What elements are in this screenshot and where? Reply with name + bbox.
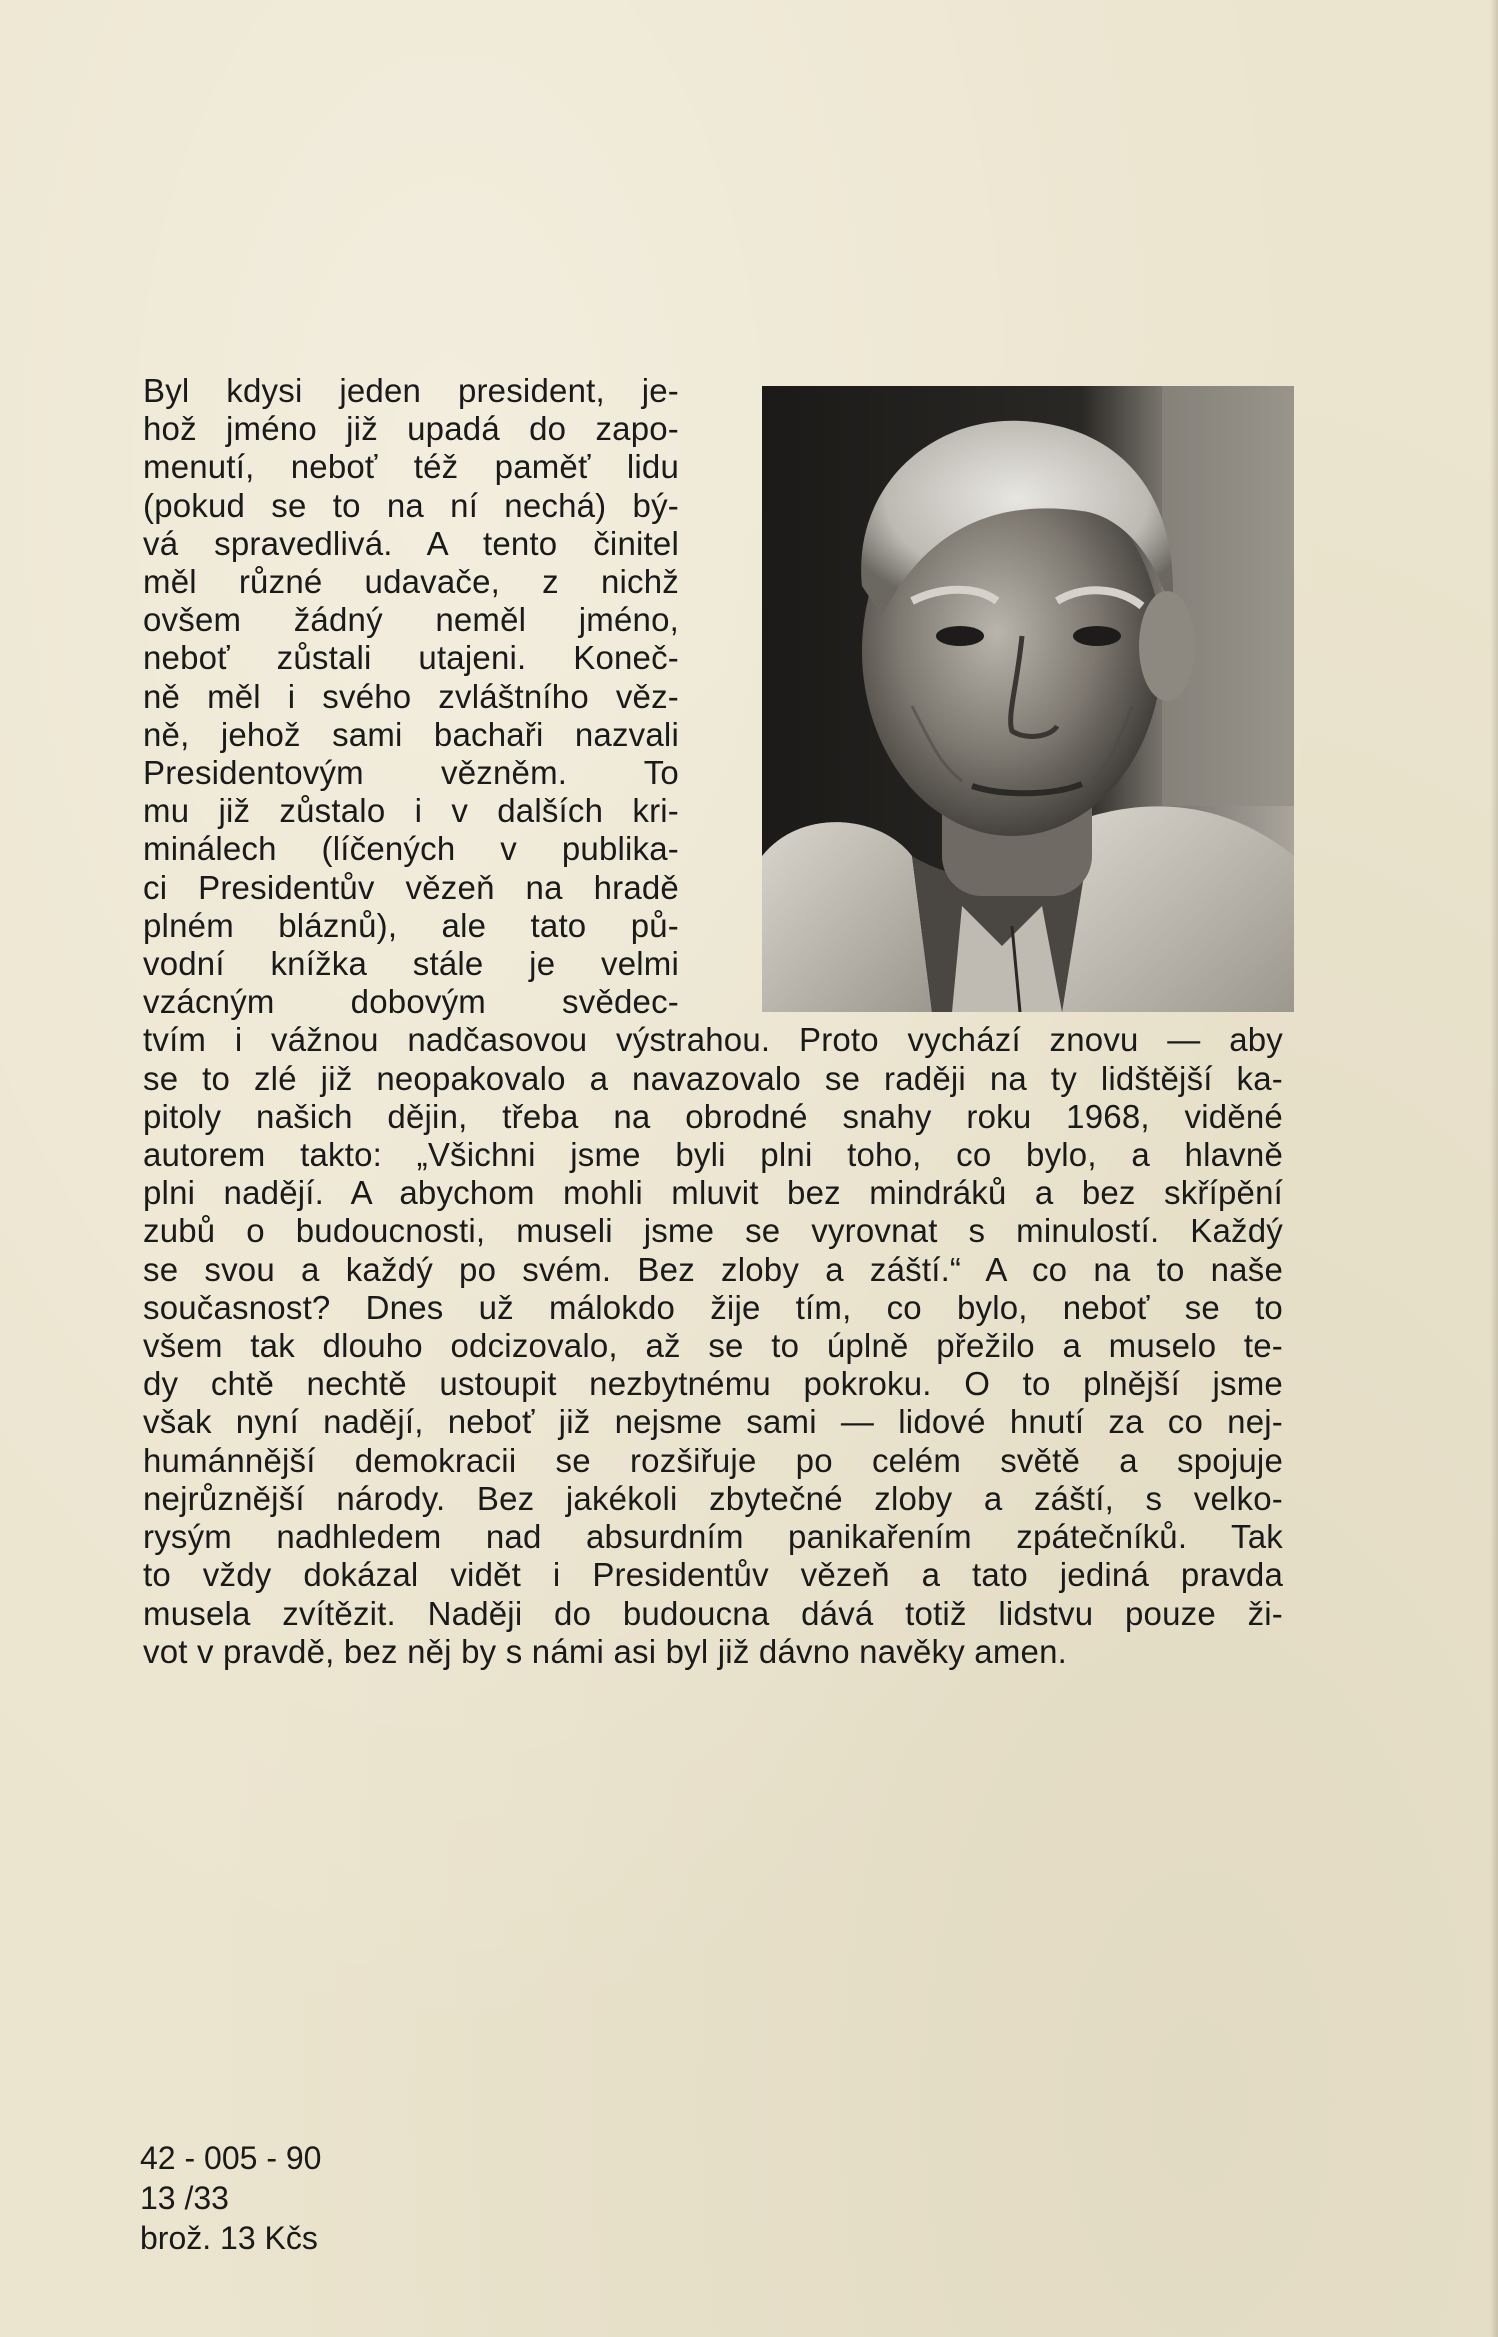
blurb-line: mu již zůstalo i v dalších kri-	[143, 792, 679, 830]
blurb-line: nejrůznější národy. Bez jakékoli zbytečné zloby a záští, s velko-	[143, 1479, 1283, 1517]
blurb-line: (pokud se to na ní nechá) bý-	[143, 486, 679, 524]
blurb-line: rysým nadhledem nad absurdním panikařením zpátečníků. Tak	[143, 1518, 1283, 1556]
blurb-line: musela zvítězit. Naději do budoucna dává totiž lidstvu pouze ži-	[143, 1594, 1283, 1632]
blurb-line: se svou a každý po svém. Bez zloby a záští.“ A co na to naše	[143, 1250, 1283, 1288]
blurb-line: vodní knížka stále je velmi	[143, 945, 679, 983]
blurb-line: Byl kdysi jeden president, je-	[143, 372, 679, 409]
blurb-line: vá spravedlivá. A tento činitel	[143, 524, 679, 562]
blurb-line: ovšem žádný neměl jméno,	[143, 601, 679, 639]
page-edge-shadow	[1490, 0, 1498, 2337]
blurb-line: plném bláznů), ale tato pů-	[143, 906, 679, 944]
blurb-line: tvím i vážnou nadčasovou výstrahou. Proto vychází znovu — aby	[143, 1021, 1283, 1059]
blurb-line: to vždy dokázal vidět i Presidentův vězeň a tato jediná pravda	[143, 1556, 1283, 1594]
blurb-line: všem tak dlouho odcizovalo, až se to úplně přežilo a muselo te-	[143, 1327, 1283, 1365]
blurb-text	[143, 372, 1283, 1671]
blurb-line: pitoly našich dějin, třeba na obrodné snahy roku 1968, viděné	[143, 1097, 1283, 1135]
blurb-line: Presidentovým vězněm. To	[143, 754, 679, 792]
catalog-code: 42 - 005 - 90	[140, 2140, 322, 2176]
blurb-line: současnost? Dnes už málokdo žije tím, co bylo, neboť se to	[143, 1288, 1283, 1326]
blurb-line: vot v pravdě, bez něj by s námi asi byl již dávno navěky amen.	[143, 1632, 1068, 1670]
blurb-line: menutí, neboť též paměť lidu	[143, 448, 679, 486]
blurb-line: měl různé udavače, z nichž	[143, 563, 679, 601]
blurb-line: autorem takto: „Všichni jsme byli plni toho, co bylo, a hlavně	[143, 1136, 1283, 1174]
blurb-line: neboť zůstali utajeni. Koneč-	[143, 639, 679, 677]
blurb-line: zubů o budoucnosti, museli jsme se vyrovnat s minulostí. Každý	[143, 1212, 1283, 1250]
blurb-line: humánnější demokracii se rozšiřuje po celém světě a spojuje	[143, 1441, 1283, 1479]
blurb-line: se to zlé již neopakovalo a navazovalo se raději na ty lidštější ka-	[143, 1059, 1283, 1097]
blurb-line: hož jméno již upadá do zapo-	[143, 410, 679, 448]
imprint-block	[140, 2138, 321, 2258]
blurb-line: ně, jehož sami bachaři nazvali	[143, 715, 679, 753]
blurb-line: vzácným dobovým svědec-	[143, 983, 679, 1021]
blurb-line: ci Presidentův vězeň na hradě	[143, 868, 679, 906]
blurb-line: plni nadějí. A abychom mohli mluvit bez mindráků a bez skřípění	[143, 1174, 1283, 1212]
blurb-line: dy chtě nechtě ustoupit nezbytnému pokroku. O to plnější jsme	[143, 1365, 1283, 1403]
blurb-line: ně měl i svého zvláštního věz-	[143, 677, 679, 715]
blurb-line: však nyní nadějí, neboť již nejsme sami — lidové hnutí za co nej-	[143, 1403, 1283, 1441]
price-label: brož. 13 Kčs	[140, 2220, 318, 2256]
blurb-line: minálech (líčených v publika-	[143, 830, 679, 868]
catalog-number: 13 /33	[140, 2180, 229, 2216]
